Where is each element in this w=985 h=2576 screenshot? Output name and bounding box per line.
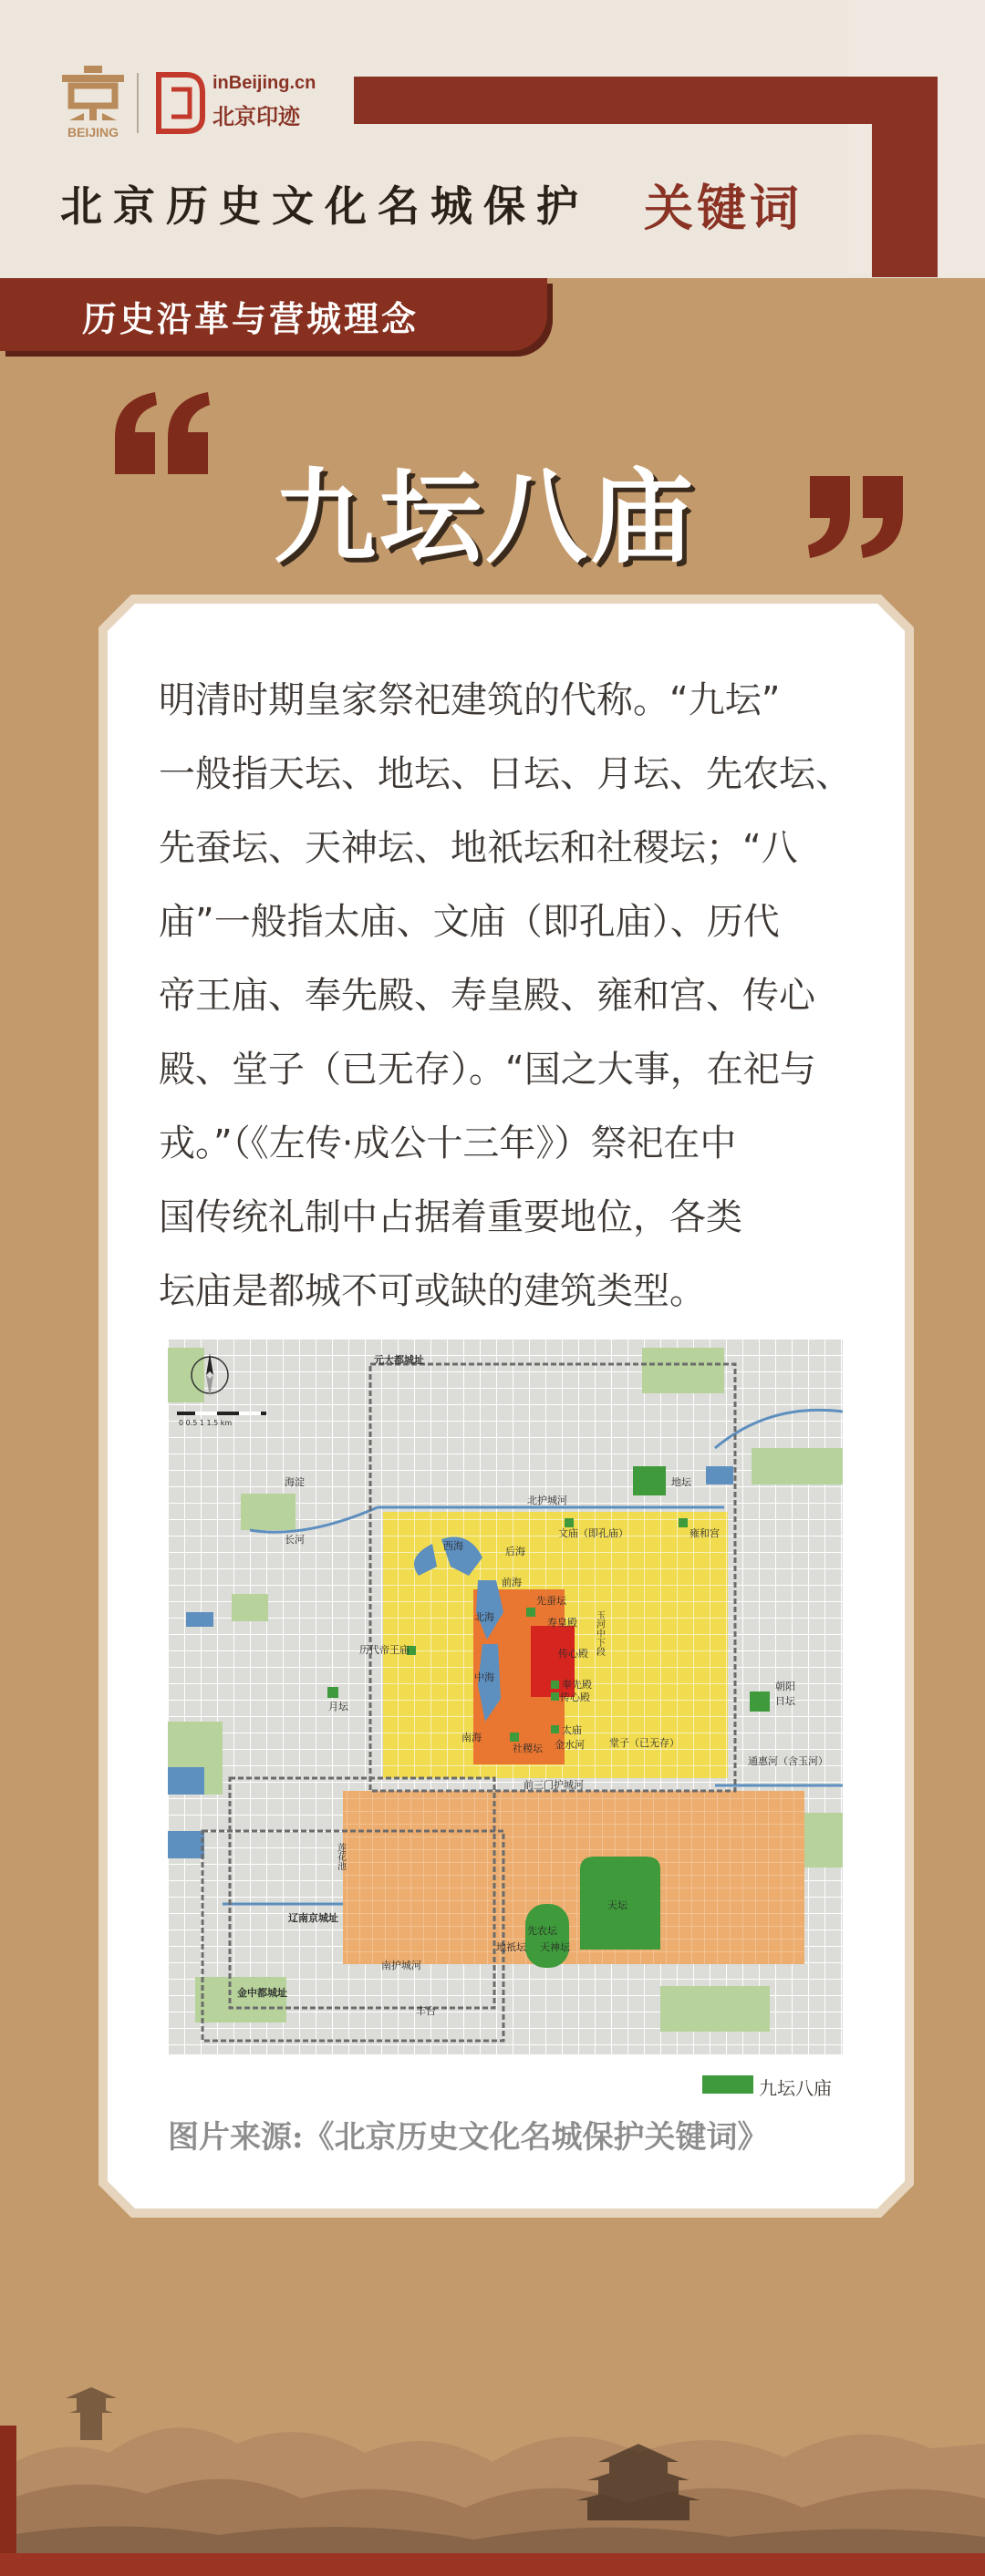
map-label-shouhuang: 寿皇殿 xyxy=(547,1617,577,1629)
map-label-xihai: 西海 xyxy=(443,1540,463,1552)
map-label-chuanxin-2: 传心殿 xyxy=(560,1691,590,1703)
map-label-beihai: 北海 xyxy=(474,1611,494,1623)
map-label-xiannong: 先农坛 xyxy=(527,1925,557,1937)
map-label-jinzhong: 金中都城址 xyxy=(237,1987,287,1999)
quote-open-icon xyxy=(108,390,215,478)
map-label-qianhai: 前海 xyxy=(502,1577,522,1588)
body-line: 帝王庙、奉先殿、寿皇殿、雍和宫、传心 xyxy=(159,975,815,1017)
map-label-houhai: 后海 xyxy=(505,1546,525,1557)
body-line: 一般指天坛、地坛、日坛、月坛、先农坛、 xyxy=(159,753,852,795)
logo-site-text: inBeijing.cn xyxy=(213,73,316,93)
image-source: 图片来源:《北京历史文化名城保护关键词》 xyxy=(168,2119,769,2156)
map-label-nanhai: 南海 xyxy=(461,1732,482,1743)
body-line: 庙”一般指太庙、文庙（即孔庙）、历代 xyxy=(159,901,780,943)
map-label-chaoyang: 朝阳 xyxy=(775,1681,795,1692)
map-label-changhe: 长河 xyxy=(285,1534,305,1546)
map-label-tiantan: 天坛 xyxy=(607,1899,627,1911)
body-text xyxy=(159,664,861,1329)
logo-jing-text: BEIJING xyxy=(67,125,119,140)
map-label-diqi: 地祇坛 xyxy=(496,1941,526,1953)
map-label-yuhe: 玉河中下段 xyxy=(596,1611,606,1658)
logo-name-text: 北京印迹 xyxy=(213,104,300,129)
map-label-xiancan: 先蚕坛 xyxy=(536,1595,566,1607)
map-label-tonghui: 通惠河（含玉河） xyxy=(748,1755,828,1767)
page-title-keyword: 关键词 xyxy=(644,179,803,237)
header-decor-bar xyxy=(354,77,872,124)
body-line: 国传统礼制中占据着重要地位，各类 xyxy=(159,1196,742,1238)
body-line: 坛庙是都城不可或缺的建筑类型。 xyxy=(159,1270,706,1312)
yinji-logo-icon xyxy=(153,71,208,135)
section-tab-label: 历史沿革与营城理念 xyxy=(82,298,420,339)
legend-label: 九坛八庙 xyxy=(759,2077,832,2099)
body-line: 先蚕坛、天神坛、地祇坛和社稷坛；“八 xyxy=(159,827,798,869)
bottom-strip xyxy=(0,2553,985,2576)
map-label-yonghegong: 雍和宫 xyxy=(690,1527,720,1539)
map-label-ritan: 日坛 xyxy=(775,1695,795,1707)
main-heading: 九坛八庙 xyxy=(274,458,697,577)
map-label-yuan: 元大都城址 xyxy=(374,1354,424,1366)
map-label-taimiao: 太庙 xyxy=(562,1724,582,1736)
header-decor-edge xyxy=(938,77,985,277)
page-title: 北京历史文化名城保护 xyxy=(60,181,589,231)
map-label-zhonghai: 中海 xyxy=(474,1671,494,1683)
map-scale-label: 0 0.5 1 1.5 km xyxy=(179,1419,233,1427)
map-label-fengtai: 丰台 xyxy=(416,2005,436,2017)
map-label-fengxian: 奉先殿 xyxy=(562,1679,592,1691)
header-band xyxy=(0,0,985,278)
logo-divider xyxy=(137,73,139,133)
map-label-ditan: 地坛 xyxy=(671,1476,691,1488)
map-label-shejitan: 社稷坛 xyxy=(513,1743,543,1754)
section-tab xyxy=(0,278,547,351)
body-line: 殿、堂子（已无存）。“国之大事，在祀与 xyxy=(159,1049,816,1091)
map-label-tianshen: 天神坛 xyxy=(540,1941,570,1953)
legend-swatch xyxy=(702,2075,753,2094)
quote-close-icon xyxy=(803,472,910,560)
map-label-lidai: 历代帝王庙 xyxy=(359,1644,410,1656)
map-label-jinshuihe: 金水河 xyxy=(555,1739,585,1751)
beijing-logo-icon xyxy=(57,66,130,140)
map-label-nanhu: 南护城河 xyxy=(381,1960,421,1971)
body-line: 明清时期皇家祭祀建筑的代称。“九坛” xyxy=(159,679,781,721)
map-label-qiansanmen: 前三门护城河 xyxy=(524,1779,584,1791)
map-label-beihucheng: 北护城河 xyxy=(527,1495,567,1506)
map xyxy=(168,1339,843,2054)
pagoda-icon xyxy=(66,2387,117,2440)
map-label-wenmiao: 文庙（即孔庙） xyxy=(558,1527,628,1539)
map-label-liaonan: 辽南京城址 xyxy=(288,1912,338,1924)
body-line: 戎。”（《左传·成公十三年》）祭祀在中 xyxy=(159,1122,737,1164)
map-label-tangzi: 堂子（已无存） xyxy=(609,1737,679,1749)
map-label-lianhuachi: 莲花池 xyxy=(337,1844,347,1872)
map-label-yuetan: 月坛 xyxy=(328,1701,348,1712)
map-label-haidian: 海淀 xyxy=(285,1476,305,1488)
landscape-illustration xyxy=(0,2298,985,2576)
map-label-chuanxin: 传心殿 xyxy=(558,1648,588,1660)
header-decor-bar-vertical xyxy=(872,77,938,277)
